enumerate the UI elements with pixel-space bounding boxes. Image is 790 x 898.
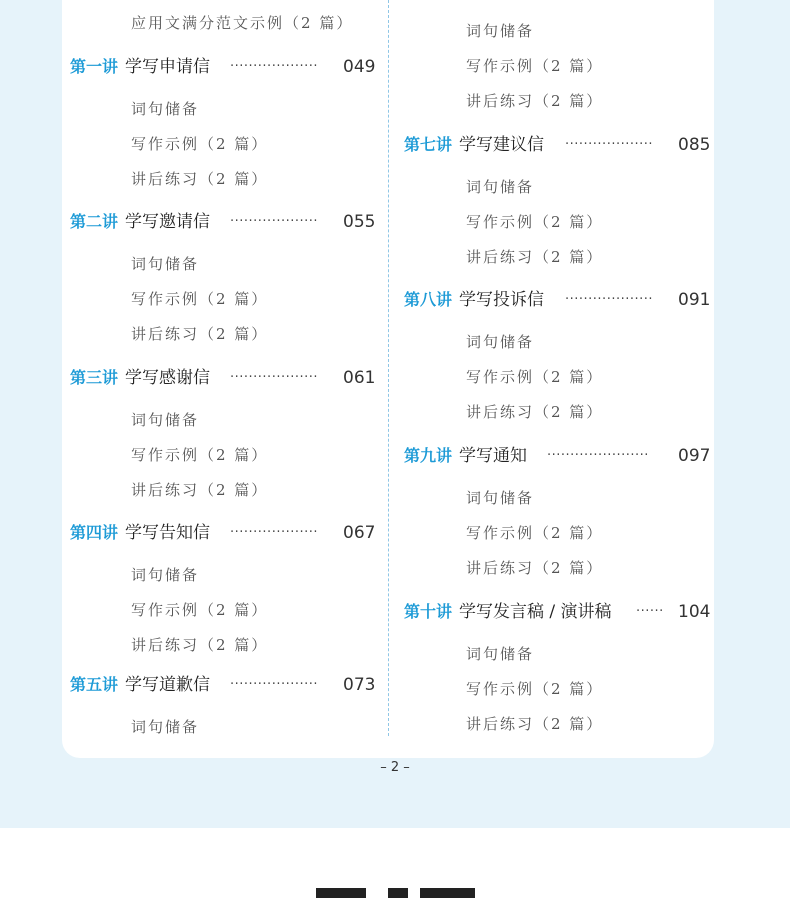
chapter-page-number: 049 (343, 57, 376, 77)
chapter-title: 学写道歉信 (125, 675, 211, 695)
chapter-title: 学写邀请信 (125, 212, 211, 232)
heading-fragment (316, 888, 366, 898)
toc-subitem[interactable]: 讲后练习（2 篇） (466, 559, 604, 577)
chapter-number: 第九讲 (404, 446, 453, 465)
chapter-number: 第三讲 (70, 368, 119, 387)
toc-subitem[interactable]: 写作示例（2 篇） (131, 135, 269, 153)
toc-chapter[interactable] (70, 209, 383, 235)
chapter-number: 第五讲 (70, 675, 119, 694)
chapter-title: 学写投诉信 (459, 290, 545, 310)
chapter-page-number: 061 (343, 368, 376, 388)
toc-subitem[interactable]: 讲后练习（2 篇） (131, 325, 269, 343)
heading-fragment (388, 888, 408, 898)
toc-chapter[interactable] (404, 132, 718, 158)
toc-subitem[interactable]: 讲后练习（2 篇） (466, 248, 604, 266)
toc-subitem[interactable]: 讲后练习（2 篇） (131, 481, 269, 499)
toc-subitem[interactable]: 写作示例（2 篇） (131, 290, 269, 308)
toc-chapter[interactable] (70, 54, 383, 80)
leader-dots: ······ (636, 604, 664, 619)
chapter-title: 学写感谢信 (125, 368, 211, 388)
leader-dots: ··················· (230, 525, 319, 540)
chapter-title: 学写建议信 (459, 135, 545, 155)
heading-fragment (420, 888, 475, 898)
toc-subitem[interactable]: 写作示例（2 篇） (131, 446, 269, 464)
chapter-title: 学写申请信 (125, 57, 211, 77)
toc-subitem[interactable]: 词句储备 (131, 718, 200, 736)
toc-subitem[interactable]: 词句储备 (466, 489, 535, 507)
chapter-page-number: 073 (343, 675, 376, 695)
toc-subitem[interactable]: 词句储备 (466, 333, 535, 351)
chapter-title: 学写通知 (459, 446, 528, 466)
chapter-number: 第七讲 (404, 135, 453, 154)
toc-subitem[interactable]: 写作示例（2 篇） (466, 680, 604, 698)
chapter-number: 第十讲 (404, 602, 453, 621)
leader-dots: ··················· (230, 677, 319, 692)
toc-subitem[interactable]: 写作示例（2 篇） (466, 213, 604, 231)
toc-subitem[interactable]: 写作示例（2 篇） (466, 368, 604, 386)
leader-dots: ··················· (230, 59, 319, 74)
toc-subitem[interactable]: 词句储备 (131, 566, 200, 584)
toc-subitem[interactable]: 词句储备 (466, 22, 535, 40)
toc-subitem[interactable]: 词句储备 (131, 255, 200, 273)
toc-subitem[interactable]: 写作示例（2 篇） (466, 524, 604, 542)
toc-subitem[interactable]: 词句储备 (466, 178, 535, 196)
toc-subitem[interactable]: 应用文满分范文示例（2 篇） (131, 14, 354, 32)
toc-subitem[interactable]: 讲后练习（2 篇） (466, 715, 604, 733)
leader-dots: ······················ (547, 448, 649, 463)
chapter-page-number: 067 (343, 523, 376, 543)
toc-chapter[interactable] (404, 443, 718, 469)
toc-subitem[interactable]: 讲后练习（2 篇） (466, 403, 604, 421)
leader-dots: ··················· (565, 292, 654, 307)
toc-subitem[interactable]: 讲后练习（2 篇） (131, 636, 269, 654)
chapter-page-number: 104 (678, 602, 711, 622)
chapter-page-number: 091 (678, 290, 711, 310)
toc-subitem[interactable]: 写作示例（2 篇） (131, 601, 269, 619)
chapter-number: 第二讲 (70, 212, 119, 231)
chapter-number: 第八讲 (404, 290, 453, 309)
chapter-title: 学写告知信 (125, 523, 211, 543)
toc-subitem[interactable]: 词句储备 (466, 645, 535, 663)
toc-chapter[interactable] (70, 520, 383, 546)
chapter-number: 第一讲 (70, 57, 119, 76)
chapter-page-number: 055 (343, 212, 376, 232)
leader-dots: ··················· (565, 137, 654, 152)
chapter-title: 学写发言稿 / 演讲稿 (459, 602, 612, 622)
toc-chapter[interactable] (404, 599, 718, 625)
chapter-page-number: 085 (678, 135, 711, 155)
page-number: – 2 – (380, 760, 410, 775)
toc-chapter[interactable] (404, 287, 718, 313)
leader-dots: ··················· (230, 370, 319, 385)
leader-dots: ··················· (230, 214, 319, 229)
toc-chapter[interactable] (70, 672, 383, 698)
column-divider (388, 0, 389, 736)
toc-subitem[interactable]: 词句储备 (131, 100, 200, 118)
chapter-number: 第四讲 (70, 523, 119, 542)
toc-subitem[interactable]: 讲后练习（2 篇） (466, 92, 604, 110)
toc-subitem[interactable]: 词句储备 (131, 411, 200, 429)
toc-chapter[interactable] (70, 365, 383, 391)
chapter-page-number: 097 (678, 446, 711, 466)
toc-subitem[interactable]: 讲后练习（2 篇） (131, 170, 269, 188)
toc-subitem[interactable]: 写作示例（2 篇） (466, 57, 604, 75)
